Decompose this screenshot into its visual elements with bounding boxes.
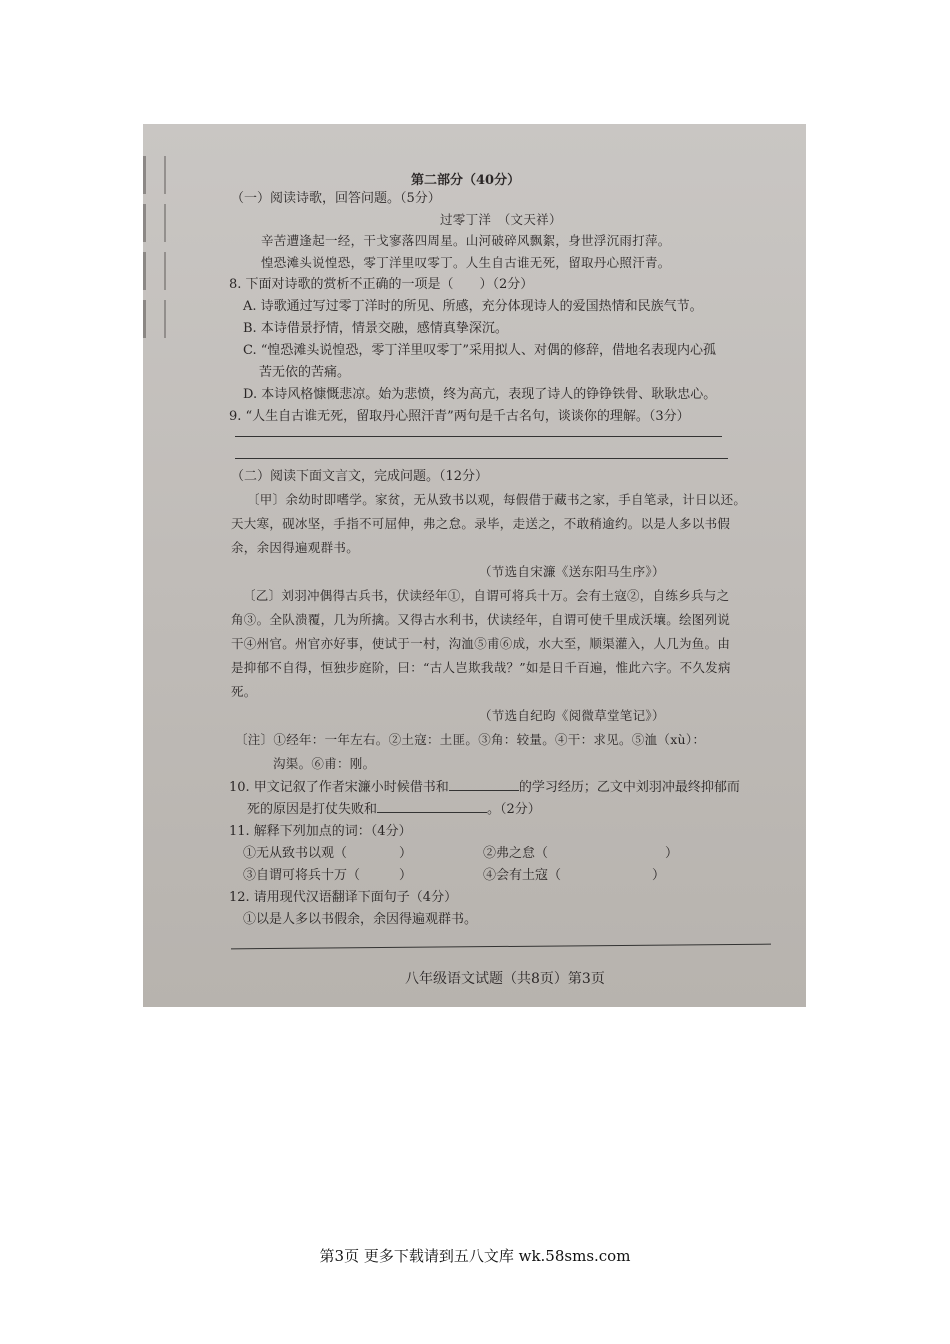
q8-option-a: A. 诗歌通过写过零丁洋时的所见、所感，充分体现诗人的爱国热情和民族气节。 (243, 299, 703, 314)
yi-text-3: 干④州官。州官亦好事，使试于一村，沟洫⑤甫⑥成，水大至，顺渠灌入，人几为鱼。由 (231, 636, 731, 651)
page-edge-mark (143, 252, 166, 290)
section-1-title: （一）阅读诗歌，回答问题。（5分） (231, 191, 441, 206)
fill-blank[interactable] (449, 790, 519, 791)
q8-option-c: C. “惶恐滩头说惶恐，零丁洋里叹零丁”采用拟人、对偶的修辞，借地名表现内心孤 (243, 343, 717, 358)
jia-text-1: 〔甲〕余幼时即嗜学。家贫，无从致书以观，每假借于藏书之家，手自笔录，计日以还。 (247, 492, 747, 507)
document-footer: 第3页 更多下载请到五八文库 wk.58sms.com (319, 1247, 631, 1265)
q11-item-1: ①无从致书以观（ ） (243, 846, 413, 861)
answer-line (231, 944, 771, 950)
q10-text-d: 。（2分） (487, 802, 541, 817)
yi-text-1: 〔乙〕刘羽冲偶得古兵书，伏读经年①，自谓可将兵十万。会有土寇②，自练乡兵与之 (243, 588, 730, 603)
page-edge-mark (143, 204, 166, 242)
answer-line (235, 436, 722, 437)
jia-text-3: 余，余因得遍观群书。 (231, 540, 360, 555)
q8-option-d: D. 本诗风格慷慨悲凉。始为悲愤，终为高亢，表现了诗人的铮铮铁骨、耿耿忠心。 (243, 387, 717, 402)
yi-source: （节选自纪昀《阅微草堂笔记》） (479, 708, 665, 723)
q8-option-c-cont: 苦无依的苦痛。 (259, 365, 351, 380)
q10-text-a: 10. 甲文记叙了作者宋濂小时候借书和 (229, 780, 449, 795)
poem-line-1: 辛苦遭逢起一经，干戈寥落四周星。山河破碎风飘絮，身世浮沉雨打萍。 (261, 233, 671, 248)
question-10-cont (247, 801, 541, 819)
answer-line (235, 458, 728, 459)
q12-item-1: ①以是人多以书假余，余因得遍观群书。 (243, 912, 478, 927)
yi-text-2: 角③。全队溃覆，几为所擒。又得古水利书，伏读经年，自谓可使千里成沃壤。绘图列说 (231, 612, 731, 627)
part-title: 第二部分（40分） (411, 173, 521, 188)
question-10 (229, 779, 740, 797)
q11-item-3: ③自谓可将兵十万（ ） (243, 868, 413, 883)
question-11: 11. 解释下列加点的词：（4分） (229, 824, 412, 839)
q11-item-2: ②弗之怠（ ） (483, 846, 679, 861)
exam-page-photo (143, 124, 806, 1007)
q11-item-4: ④会有土寇（ ） (483, 868, 666, 883)
yi-text-4: 是抑郁不自得，恒独步庭阶，曰：“古人岂欺我哉？”如是日千百遍，惟此六字。不久发病 (231, 660, 731, 675)
exam-page-footer: 八年级语文试题（共8页）第3页 (405, 971, 605, 987)
page-edge-mark (143, 300, 166, 338)
jia-text-2: 天大寒，砚冰坚，手指不可屈伸，弗之怠。录毕，走送之，不敢稍逾约。以是人多以书假 (231, 516, 731, 531)
q8-option-b: B. 本诗借景抒情，情景交融，感情真挚深沉。 (243, 321, 508, 336)
question-9: 9. “人生自古谁无死，留取丹心照汗青”两句是千古名句，谈谈你的理解。（3分） (229, 409, 690, 424)
poem-line-2: 惶恐滩头说惶恐，零丁洋里叹零丁。人生自古谁无死，留取丹心照汗青。 (261, 255, 671, 270)
yi-text-5: 死。 (231, 684, 257, 699)
q10-text-c: 死的原因是打仗失败和 (247, 802, 378, 817)
question-8: 8. 下面对诗歌的赏析不正确的一项是（ ）（2分） (229, 277, 534, 292)
notes-line-1: 〔注〕①经年：一年左右。②土寇：土匪。③角：较量。④干：求见。⑤洫（xù）： (235, 732, 706, 747)
question-12: 12. 请用现代汉语翻译下面句子（4分） (229, 890, 458, 905)
section-2-title: （二）阅读下面文言文，完成问题。（12分） (231, 469, 489, 484)
page-edge-mark (143, 156, 166, 194)
notes-line-2: 沟渠。⑥甫：刚。 (273, 756, 376, 771)
q10-text-b: 的学习经历；乙文中刘羽冲最终抑郁而 (518, 780, 740, 795)
jia-source: （节选自宋濂《送东阳马生序》） (479, 564, 665, 579)
poem-title: 过零丁洋 （文天祥） (440, 212, 562, 227)
fill-blank[interactable] (377, 812, 487, 813)
